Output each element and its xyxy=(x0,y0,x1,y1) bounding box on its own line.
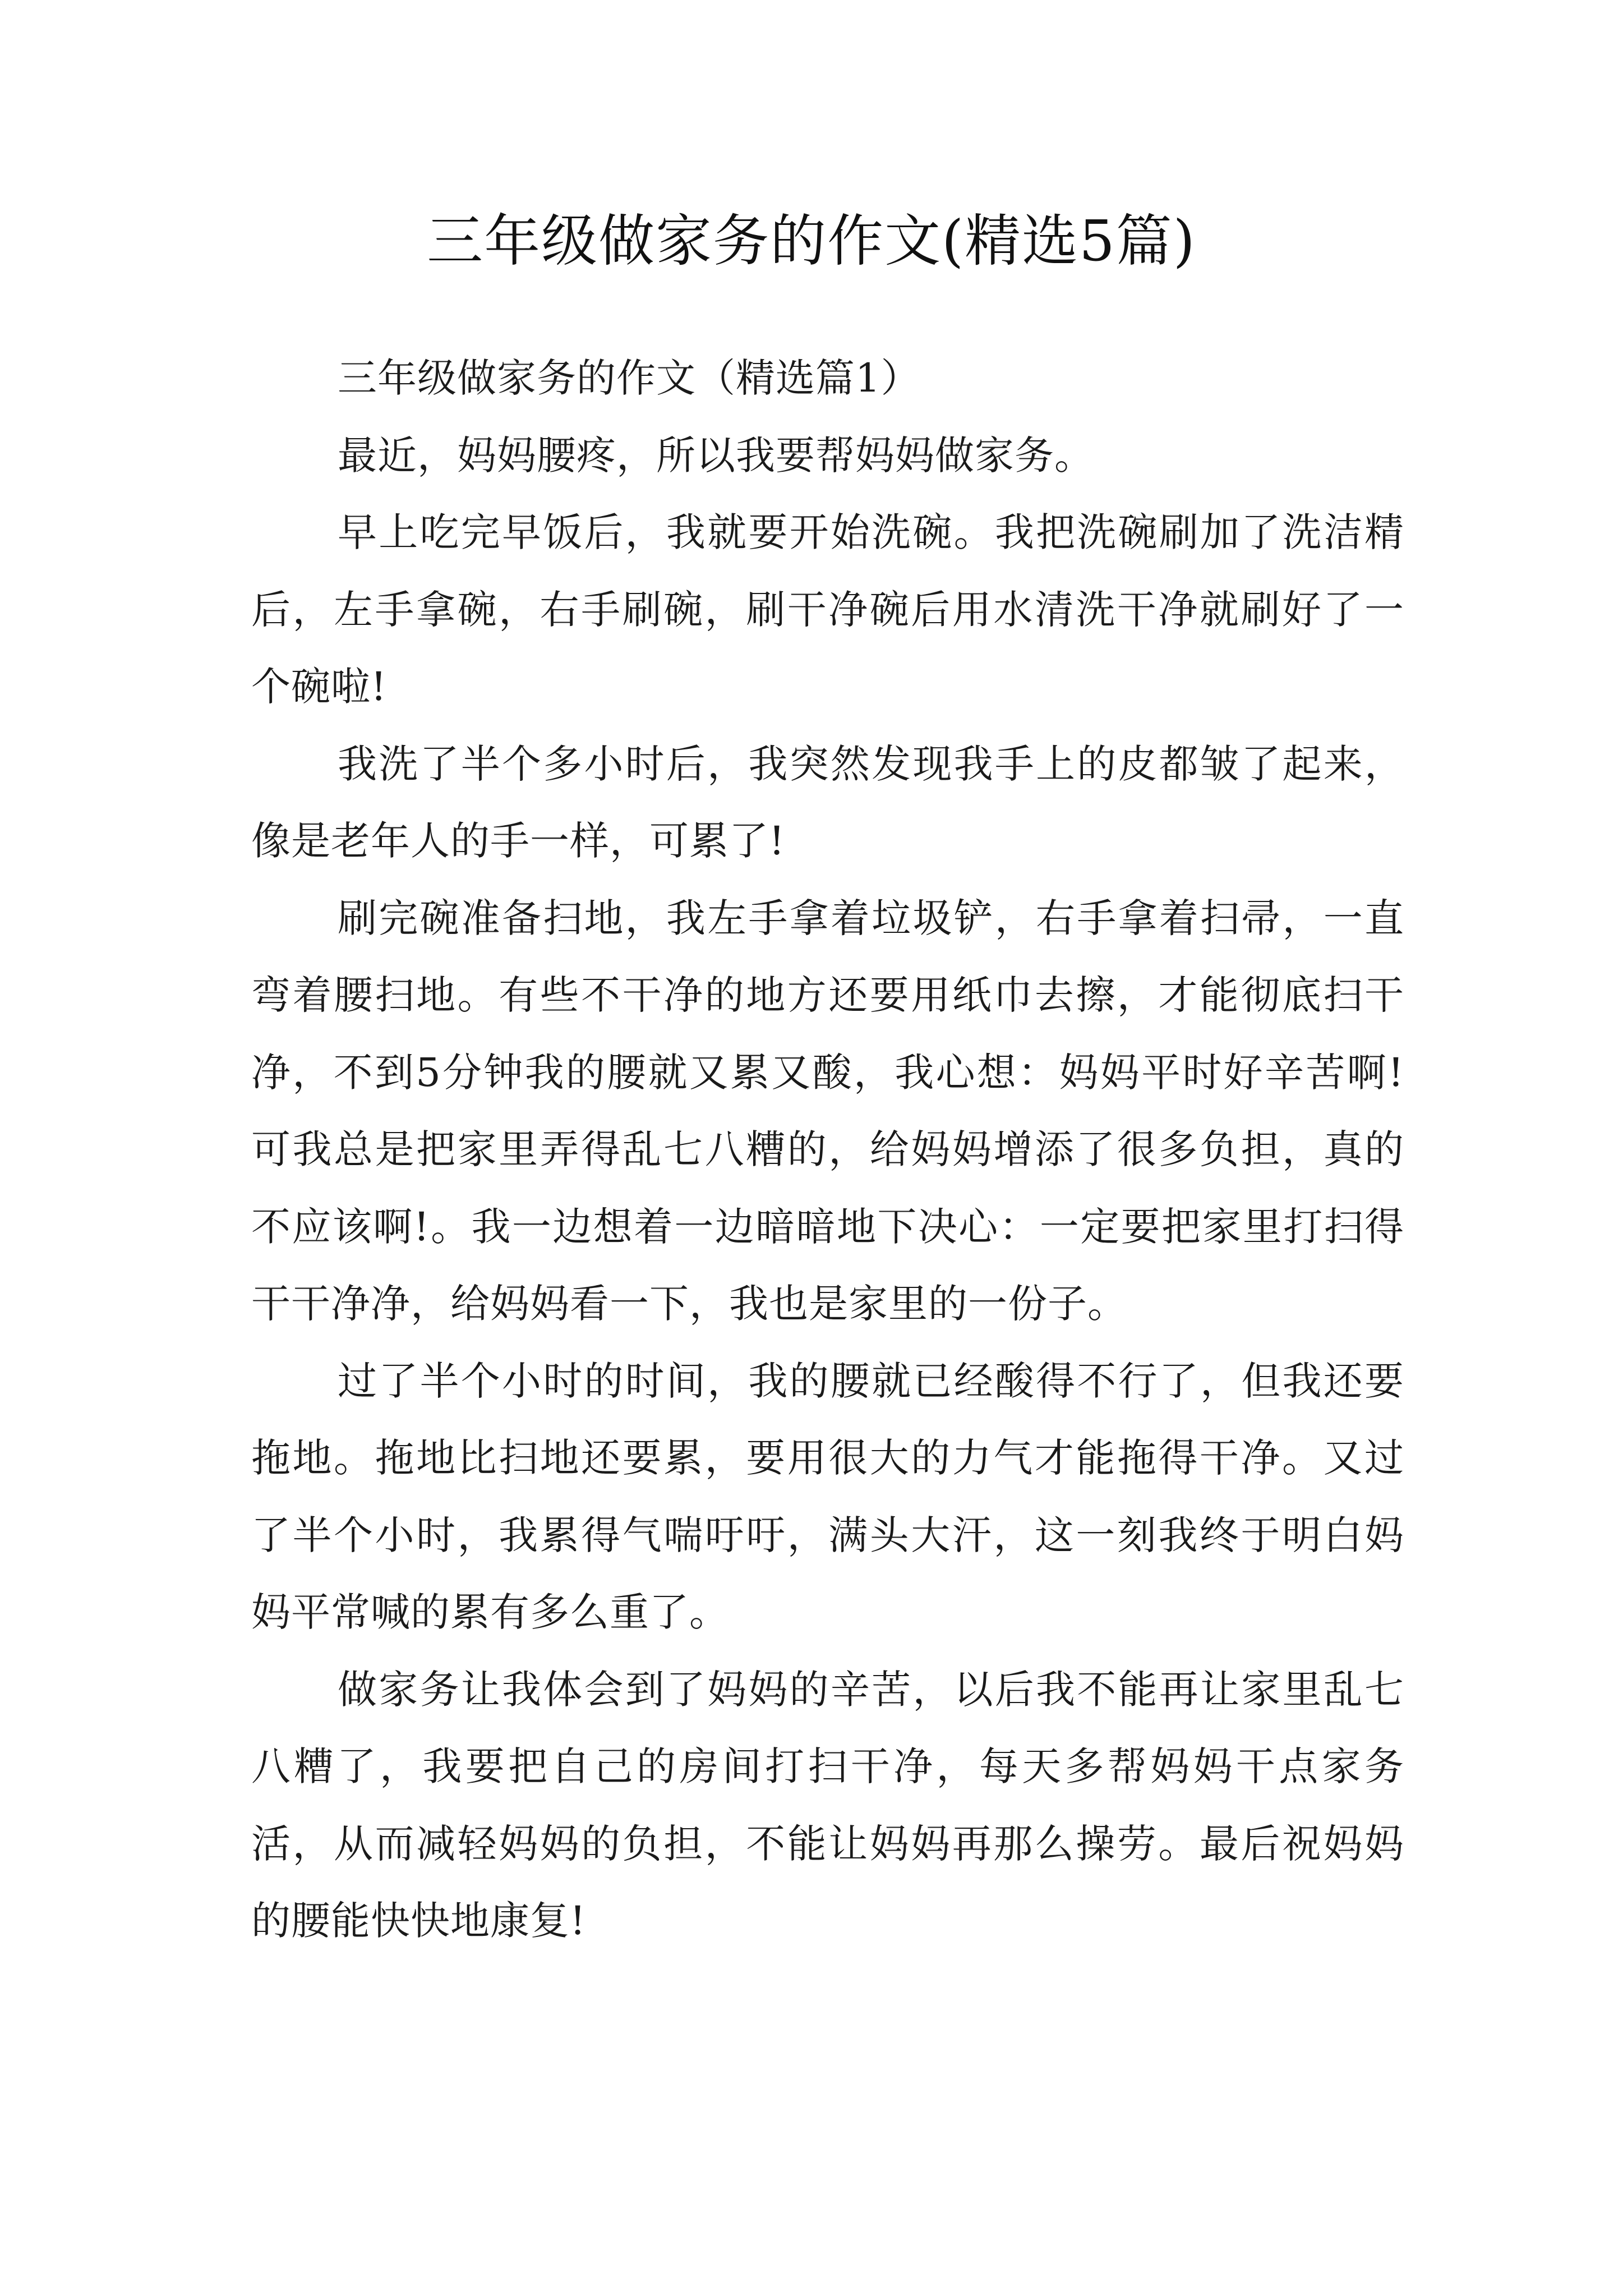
paragraph: 刷完碗准备扫地，我左手拿着垃圾铲，右手拿着扫帚，一直弯着腰扫地。有些不干净的地方还要用纸巾去擦，才能彻底扫干净，不到5分钟我的腰就又累又酸，我心想：妈妈平时好辛苦啊!可我总是把家里弄得乱七八糟的，给妈妈增添了很多负担，真的不应该啊!。我一边想着一边暗暗地下决心：一定要把家里打扫得干干净净，给妈妈看一下，我也是家里的一份子。 xyxy=(251,895,1404,1327)
paragraph: 我洗了半个多小时后，我突然发现我手上的皮都皱了起来，像是老年人的手一样，可累了! xyxy=(251,740,1404,864)
section-heading: 三年级做家务的作文（精选篇1） xyxy=(338,355,921,401)
paragraph: 早上吃完早饭后，我就要开始洗碗。我把洗碗刷加了洗洁精后，左手拿碗，右手刷碗，刷干净碗后用水清洗干净就刷好了一个碗啦! xyxy=(251,509,1404,710)
paragraph: 最近，妈妈腰疼，所以我要帮妈妈做家务。 xyxy=(338,432,1094,478)
document-body xyxy=(251,340,1404,1960)
paragraph: 过了半个小时的时间，我的腰就已经酸得不行了，但我还要拖地。拖地比扫地还要累，要用很大的力气才能拖得干净。又过了半个小时，我累得气喘吁吁，满头大汗，这一刻我终于明白妈妈平常喊的累有多么重了。 xyxy=(251,1358,1404,1635)
paragraph: 做家务让我体会到了妈妈的辛苦，以后我不能再让家里乱七八糟了，我要把自己的房间打扫干净，每天多帮妈妈干点家务活，从而减轻妈妈的负担，不能让妈妈再那么操劳。最后祝妈妈的腰能快快地康复! xyxy=(251,1666,1404,1944)
document-title: 三年级做家务的作文(精选5篇) xyxy=(427,208,1196,274)
